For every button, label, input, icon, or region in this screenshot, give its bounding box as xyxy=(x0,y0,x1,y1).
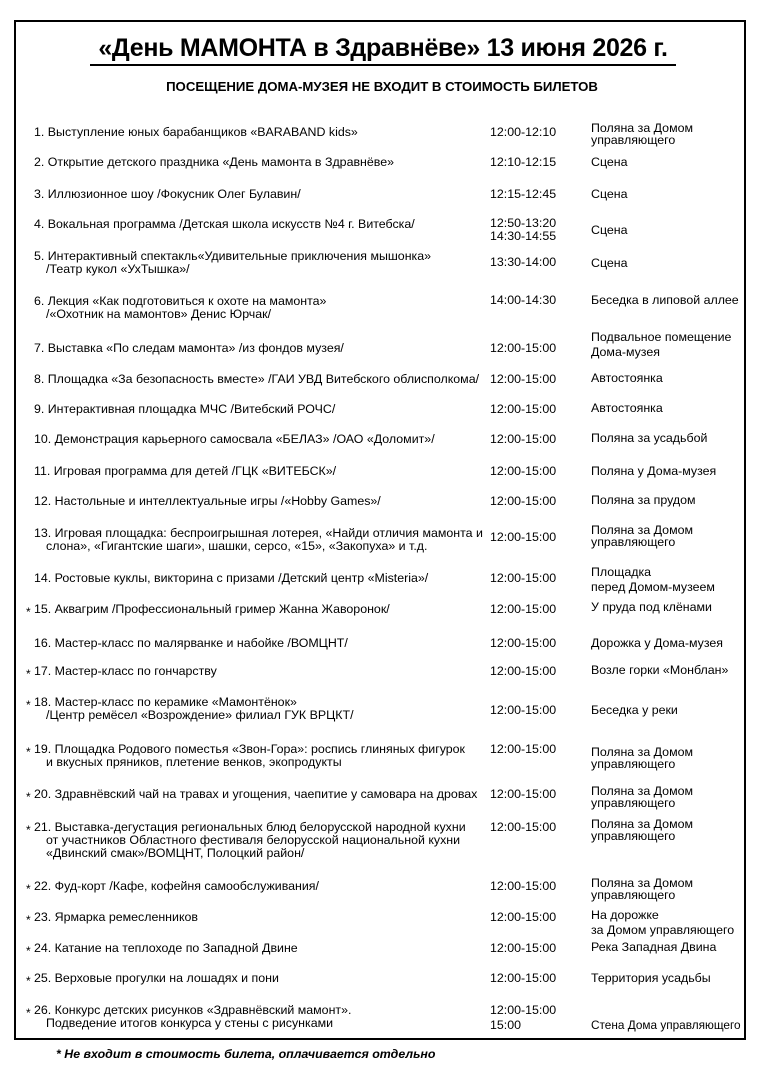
event-time: 12:00-15:00 xyxy=(490,787,557,801)
event-place: Возле горки «Монблан» xyxy=(591,663,729,677)
extra-charge-star: * xyxy=(26,913,31,927)
event-title xyxy=(34,911,198,924)
event-title-line: 12. Настольные и интеллектуальные игры /«Hobby Games»/ xyxy=(34,494,381,508)
event-time: 12:00-15:00 xyxy=(490,879,557,893)
event-place: Площадка перед Домом-музеем xyxy=(591,565,715,594)
event-title-line: /«Охотник на мамонтов» Денис Юрчак/ xyxy=(46,307,272,321)
event-title xyxy=(34,696,354,722)
event-title-line: 26. Конкурс детских рисунков «Здравнёвский мамонт». xyxy=(34,1003,352,1017)
event-title xyxy=(34,972,279,985)
event-time: 12:00-15:00 xyxy=(490,341,557,355)
event-title-line: 20. Здравнёвский чай на травах и угощения, чаепитие у самовара на дровах xyxy=(34,787,478,801)
event-time: 12:00-15:00 xyxy=(490,432,557,446)
event-title xyxy=(34,527,483,553)
event-title xyxy=(34,1004,351,1030)
event-title-line: слона», «Гигантские шаги», шашки, серсо, «15», «Закопуха» и т.д. xyxy=(46,539,428,553)
event-time: 12:00-15:00 xyxy=(490,464,557,478)
event-time: 13:30-14:00 xyxy=(490,255,557,269)
event-place: Поляна за Домом управляющего xyxy=(591,817,694,843)
event-title xyxy=(34,821,466,860)
event-title xyxy=(34,495,381,508)
event-title-line: 14. Ростовые куклы, викторина с призами /Детский центр «Misteria»/ xyxy=(34,571,429,585)
event-place: Сцена xyxy=(591,223,628,237)
title-underline xyxy=(90,64,676,66)
page-title: «День МАМОНТА в Здравнёве» 13 июня 2026 г. xyxy=(98,34,668,62)
extra-charge-star: * xyxy=(26,667,31,681)
event-title xyxy=(34,603,390,616)
event-time: 12:00-15:00 xyxy=(490,636,557,650)
event-place: Автостоянка xyxy=(591,371,663,385)
event-place: Поляна за усадьбой xyxy=(591,431,708,445)
event-title-line: 4. Вокальная программа /Детская школа искусств №4 г. Витебска/ xyxy=(34,217,415,231)
event-title xyxy=(34,156,394,169)
event-title xyxy=(34,295,326,321)
event-title-line: 19. Площадка Родового поместья «Звон-Гора»: роспись глиняных фигурок xyxy=(34,742,465,756)
event-place: Поляна у Дома-музея xyxy=(591,464,717,478)
event-time: 12:00-15:00 xyxy=(490,530,557,544)
extra-charge-star: * xyxy=(26,1006,31,1020)
event-place: Стена Дома управляющего xyxy=(591,1018,741,1032)
event-time: 14:00-14:30 xyxy=(490,293,557,307)
extra-charge-star: * xyxy=(26,605,31,619)
event-place: Подвальное помещение Дома-музея xyxy=(591,330,732,359)
event-title-line: 9. Интерактивная площадка МЧС /Витебский РОЧС/ xyxy=(34,402,336,416)
extra-charge-star: * xyxy=(26,944,31,958)
event-time: 12:15-12:45 xyxy=(490,187,557,201)
event-time: 12:00-15:00 xyxy=(490,402,557,416)
event-title xyxy=(34,788,477,801)
event-place: Сцена xyxy=(591,155,628,169)
event-time: 12:00-15:00 xyxy=(490,494,557,508)
event-place: Поляна за прудом xyxy=(591,493,696,507)
extra-charge-star: * xyxy=(26,790,31,804)
event-place: Река Западная Двина xyxy=(591,940,717,954)
event-title-line: 22. Фуд-корт /Кафе, кофейня самообслуживания/ xyxy=(34,879,319,893)
event-place: У пруда под клёнами xyxy=(591,600,712,614)
event-time: 12:00-15:00 xyxy=(490,372,557,386)
extra-charge-star: * xyxy=(26,974,31,988)
event-time: 12:50-13:20 14:30-14:55 xyxy=(490,216,557,243)
event-place: Дорожка у Дома-музея xyxy=(591,636,723,650)
event-place: Беседка у реки xyxy=(591,703,678,717)
footnote: * Не входит в стоимость билета, оплачивается отдельно xyxy=(56,1047,436,1061)
event-place: Беседка в липовой аллее xyxy=(591,293,739,307)
event-title-line: 11. Игровая программа для детей /ГЦК «ВИТЕБСК»/ xyxy=(34,464,337,478)
event-title-line: 17. Мастер-класс по гончарству xyxy=(34,664,217,678)
event-place: Поляна за Домом управляющего xyxy=(591,876,694,902)
event-time: 12:00-15:00 xyxy=(490,910,557,924)
event-time: 12:00-15:00 xyxy=(490,742,557,756)
event-title-line: 18. Мастер-класс по керамике «Мамонтёнок» xyxy=(34,695,297,709)
event-title-line: 1. Выступление юных барабанщиков «BARABAND kids» xyxy=(34,125,358,139)
event-time: 12:00-15:00 15:00 xyxy=(490,1003,557,1032)
event-title-line: 6. Лекция «Как подготовиться к охоте на мамонта» xyxy=(34,294,327,308)
event-place: Поляна за Домом управляющего xyxy=(591,523,694,549)
event-title-line: 16. Мастер-класс по малярванке и набойке /ВОМЦНТ/ xyxy=(34,636,348,650)
event-time: 12:00-15:00 xyxy=(490,971,557,985)
event-title-line: 8. Площадка «За безопасность вместе» /ГАИ УВД Витебского облисполкома/ xyxy=(34,372,480,386)
event-time: 12:00-12:10 xyxy=(490,125,557,139)
event-place: Поляна за Домом управляющего xyxy=(591,121,694,147)
event-title-line: от участников Областного фестиваля белорусской национальной кухни xyxy=(46,833,461,847)
event-title-line: /Центр ремёсел «Возрождение» филиал ГУК ВРЦКТ/ xyxy=(46,708,354,722)
event-title xyxy=(34,403,335,416)
event-title-line: 2. Открытие детского праздника «День мамонта в Здравнёве» xyxy=(34,155,394,169)
event-title-line: 15. Аквагрим /Профессиональный гример Жанна Жаворонок/ xyxy=(34,602,390,616)
event-title xyxy=(34,218,415,231)
event-title-line: и вкусных пряников, плетение венков, экопродукты xyxy=(46,755,342,769)
event-title xyxy=(34,250,431,276)
extra-charge-star: * xyxy=(26,745,31,759)
event-title-line: 21. Выставка-дегустация региональных блюд белорусской народной кухни xyxy=(34,820,466,834)
event-place: Территория усадьбы xyxy=(591,971,711,985)
event-time: 12:00-15:00 xyxy=(490,820,557,834)
event-title-line: 5. Интерактивный спектакль«Удивительные приключения мышонка» xyxy=(34,249,432,263)
event-title xyxy=(34,665,217,678)
extra-charge-star: * xyxy=(26,698,31,712)
event-time: 12:10-12:15 xyxy=(490,155,557,169)
event-title xyxy=(34,433,435,446)
event-title xyxy=(34,342,344,355)
event-place: Сцена xyxy=(591,256,628,270)
event-place: На дорожке за Домом управляющего xyxy=(591,908,735,937)
event-title xyxy=(34,188,301,201)
event-time: 12:00-15:00 xyxy=(490,664,557,678)
event-title xyxy=(34,373,479,386)
event-title-line: 13. Игровая площадка: беспроигрышная лотерея, «Найди отличия мамонта и xyxy=(34,526,483,540)
event-title-line: 3. Иллюзионное шоу /Фокусник Олег Булавин/ xyxy=(34,187,301,201)
event-place: Сцена xyxy=(591,187,628,201)
event-title-line: 24. Катание на теплоходе по Западной Двине xyxy=(34,941,298,955)
event-title xyxy=(34,465,336,478)
page-subtitle: ПОСЕЩЕНИЕ ДОМА-МУЗЕЯ НЕ ВХОДИТ В СТОИМОСТЬ БИЛЕТОВ xyxy=(166,79,598,94)
event-place: Автостоянка xyxy=(591,401,663,415)
event-title xyxy=(34,637,348,650)
event-title-line: «Двинский смак»/ВОМЦНТ, Полоцкий район/ xyxy=(46,846,305,860)
event-time: 12:00-15:00 xyxy=(490,941,557,955)
event-place: Поляна за Домом управляющего xyxy=(591,745,694,771)
event-title xyxy=(34,880,319,893)
event-place: Поляна за Домом управляющего xyxy=(591,784,694,810)
event-title-line: 23. Ярмарка ремесленников xyxy=(34,910,198,924)
extra-charge-star: * xyxy=(26,882,31,896)
event-title-line: Подведение итогов конкурса у стены с рисунками xyxy=(46,1016,334,1030)
event-title-line: /Театр кукол «УхТышка»/ xyxy=(46,262,190,276)
event-title xyxy=(34,126,358,139)
event-title-line: 25. Верховые прогулки на лошадях и пони xyxy=(34,971,279,985)
event-title-line: 10. Демонстрация карьерного самосвала «БЕЛАЗ» /ОАО «Доломит»/ xyxy=(34,432,435,446)
event-title-line: 7. Выставка «По следам мамонта» /из фондов музея/ xyxy=(34,341,344,355)
event-title xyxy=(34,572,428,585)
event-title xyxy=(34,942,298,955)
event-time: 12:00-15:00 xyxy=(490,571,557,585)
event-time: 12:00-15:00 xyxy=(490,602,557,616)
event-title xyxy=(34,743,465,769)
event-time: 12:00-15:00 xyxy=(490,703,557,717)
extra-charge-star: * xyxy=(26,823,31,837)
